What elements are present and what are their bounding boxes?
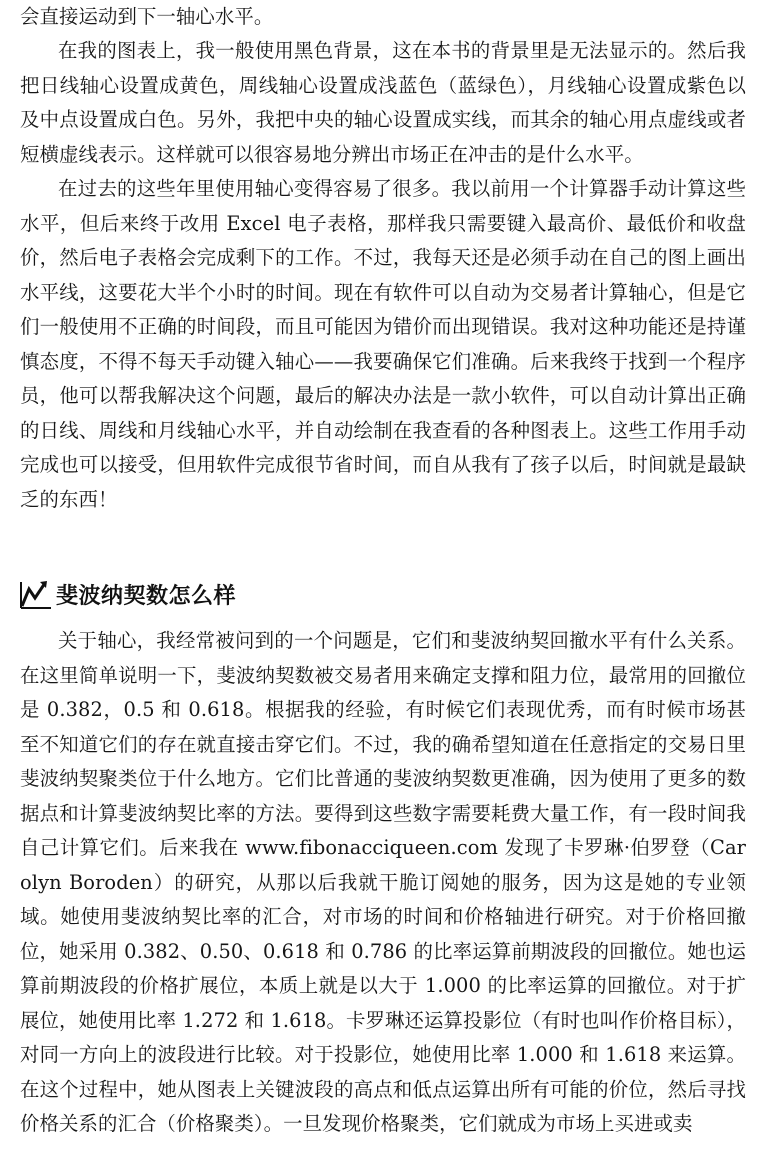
trend-chart-icon	[20, 579, 52, 609]
section-heading	[20, 574, 236, 614]
paragraph-continuation: 会直接运动到下一轴心水平。	[20, 5, 274, 28]
paragraph-chart-colors: 在我的图表上，我一般使用黑色背景，这在本书的背景里是无法显示的。然后我把日线轴心设置成黄色，周线轴心设置成浅蓝色（蓝绿色），月线轴心设置成紫色以及中点设置成白色。另外，我把中央的轴心设置成实线，而其余的轴心用点虚线或者短横虚线表示。这样就可以很容易地分辨出市场正在冲击的是什么水平。	[20, 39, 746, 166]
section-title: 斐波纳契数怎么样	[56, 583, 237, 609]
paragraph-pivot-software: 在过去的这些年里使用轴心变得容易了很多。我以前用一个计算器手动计算这些水平，但后来终于改用 Excel 电子表格，那样我只需要键入最高价、最低价和收盘价，然后电子表格会完成剩下的工作。不过，我每天还是必须手动在自己的图上画出水平线，这要花大半个小时的时间。现在有软件可以自动为交易者计算轴心，但是它们一般使用不正确的时间段，而且可能因为错价而出现错误。我对这种功能还是持谨慎态度，不得不每天手动键入轴心——我要确保它们准确。后来我终于找到一个程序员，他可以帮我解决这个问题，最后的解决办法是一款小软件，可以自动计算出正确的日线、周线和月线轴心水平，并自动绘制在我查看的各种图表上。这些工作用手动完成也可以接受，但用软件完成很节省时间，而自从我有了孩子以后，时间就是最缺乏的东西！	[20, 177, 746, 511]
paragraph-fibonacci: 关于轴心，我经常被问到的一个问题是，它们和斐波纳契回撤水平有什么关系。在这里简单说明一下，斐波纳契数被交易者用来确定支撑和阻力位，最常用的回撤位是 0.382，0.5 和 0.618。根据我的经验，有时候它们表现优秀，而有时候市场甚至不知道它们的存在就直接击穿它们。不过，我的确希望知道在任意指定的交易日里斐波纳契聚类位于什么地方。它们比普通的斐波纳契数更准确，因为使用了更多的数据点和计算斐波纳契比率的方法。要得到这些数字需要耗费大量工作，有一段时间我自己计算它们。后来我在 www.fibonacciqueen.com 发现了卡罗琳·伯罗登（Carolyn Boroden）的研究，从那以后我就干脆订阅她的服务，因为这是她的专业领域。她使用斐波纳契比率的汇合，对市场的时间和价格轴进行研究。对于价格回撤位，她采用 0.382、0.50、0.618 和 0.786 的比率运算前期波段的回撤位。她也运算前期波段的价格扩展位，本质上就是以大于 1.000 的比率运算的回撤位。对于扩展位，她使用比率 1.272 和 1.618。卡罗琳还运算投影位（有时也叫作价格目标），对同一方向上的波段进行比较。对于投影位，她使用比率 1.000 和 1.618 来运算。在这个过程中，她从图表上关键波段的高点和低点运算出所有可能的价位，然后寻找价格关系的汇合（价格聚类）。一旦发现价格聚类，它们就成为市场上买进或卖	[20, 629, 746, 1135]
